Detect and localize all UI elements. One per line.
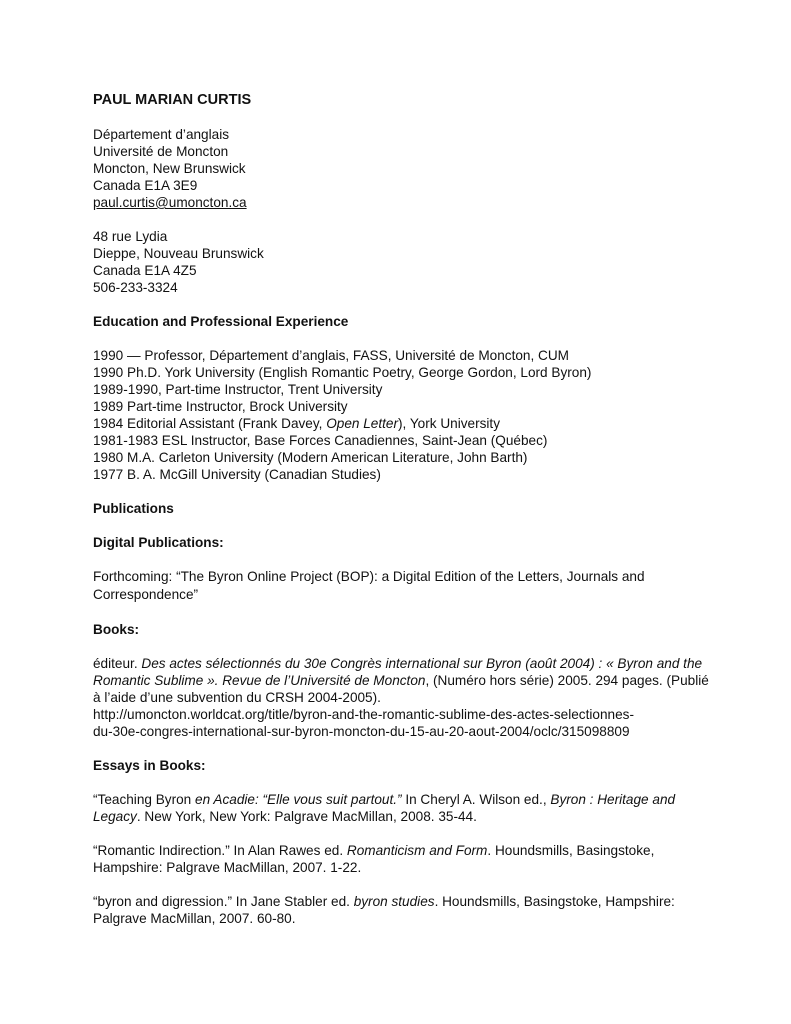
books-heading: Books:: [93, 622, 140, 637]
author-name: PAUL MARIAN CURTIS: [93, 92, 252, 108]
education-item: 1989 Part-time Instructor, Brock University: [93, 399, 348, 414]
book-url: du-30e-congres-international-sur-byron-moncton-du-15-au-20-aout-2004/oclc/315098809: [93, 724, 630, 739]
education-item: 1981-1983 ESL Instructor, Base Forces Canadiennes, Saint-Jean (Québec): [93, 433, 548, 448]
essay-entry: “Teaching Byron en Acadie: “Elle vous suit partout.” In Cheryl A. Wilson ed., Byron : Heritage and Legacy. New York, New York: Palgrave MacMillan, 2008. 35-44.: [93, 792, 676, 824]
work-address-line: Université de Moncton: [93, 144, 229, 159]
education-item: 1990 Ph.D. York University (English Romantic Poetry, George Gordon, Lord Byron): [93, 365, 592, 380]
email-link[interactable]: paul.curtis@umoncton.ca: [93, 195, 247, 210]
digital-publications-heading: Digital Publications:: [93, 535, 224, 550]
work-address-line: Moncton, New Brunswick: [93, 161, 246, 176]
book-entry: éditeur. Des actes sélectionnés du 30e Congrès international sur Byron (août 2004) : « Byron and the Romantic Sublime ». Revue de l’Université de Moncton, (Numéro hors série) 2005. 294 pages. (Publié à l’aide d’une subvention du CRSH 2004-2005). http://umoncton.worldcat.org/title/byron-and-the-romantic-sublime-des-actes-selectionnes- du-30e-congres-international-sur-byron-moncton-du-15-au-20-aout-2004/oclc/315098809: [93, 655, 713, 740]
essay-entry: “Romantic Indirection.” In Alan Rawes ed. Romanticism and Form. Houndsmills, Basingstoke, Hampshire: Palgrave MacMillan, 2007. 1-22.: [93, 843, 655, 875]
work-address-line: Canada E1A 3E9: [93, 178, 198, 193]
education-item: 1990 — Professor, Département d’anglais, FASS, Université de Moncton, CUM: [93, 348, 569, 363]
phone-number: 506-233-3324: [93, 280, 178, 295]
work-address-line: Département d’anglais: [93, 127, 230, 142]
home-address: [93, 228, 713, 296]
book-url: http://umoncton.worldcat.org/title/byron-and-the-romantic-sublime-des-actes-selectionnes-: [93, 707, 634, 722]
education-list: [93, 347, 713, 483]
publications-heading: Publications: [93, 501, 174, 516]
digital-publication-entry: Forthcoming: “The Byron Online Project (BOP): a Digital Edition of the Letters, Journals and Correspondence”: [93, 569, 645, 602]
essay-entry: “byron and digression.” In Jane Stabler ed. byron studies. Houndsmills, Basingstoke, Hampshire: Palgrave MacMillan, 2007. 60-80.: [93, 894, 675, 926]
home-address-line: 48 rue Lydia: [93, 229, 168, 244]
home-address-line: Dieppe, Nouveau Brunswick: [93, 246, 264, 261]
home-address-line: Canada E1A 4Z5: [93, 263, 197, 278]
cv-page: [93, 92, 713, 944]
education-heading: Education and Professional Experience: [93, 314, 349, 329]
education-item: 1980 M.A. Carleton University (Modern American Literature, John Barth): [93, 450, 528, 465]
essays-heading: Essays in Books:: [93, 758, 206, 773]
work-address: [93, 126, 713, 211]
education-item: 1989-1990, Part-time Instructor, Trent University: [93, 382, 383, 397]
education-item: 1984 Editorial Assistant (Frank Davey, Open Letter), York University: [93, 416, 501, 431]
education-item: 1977 B. A. McGill University (Canadian Studies): [93, 467, 381, 482]
